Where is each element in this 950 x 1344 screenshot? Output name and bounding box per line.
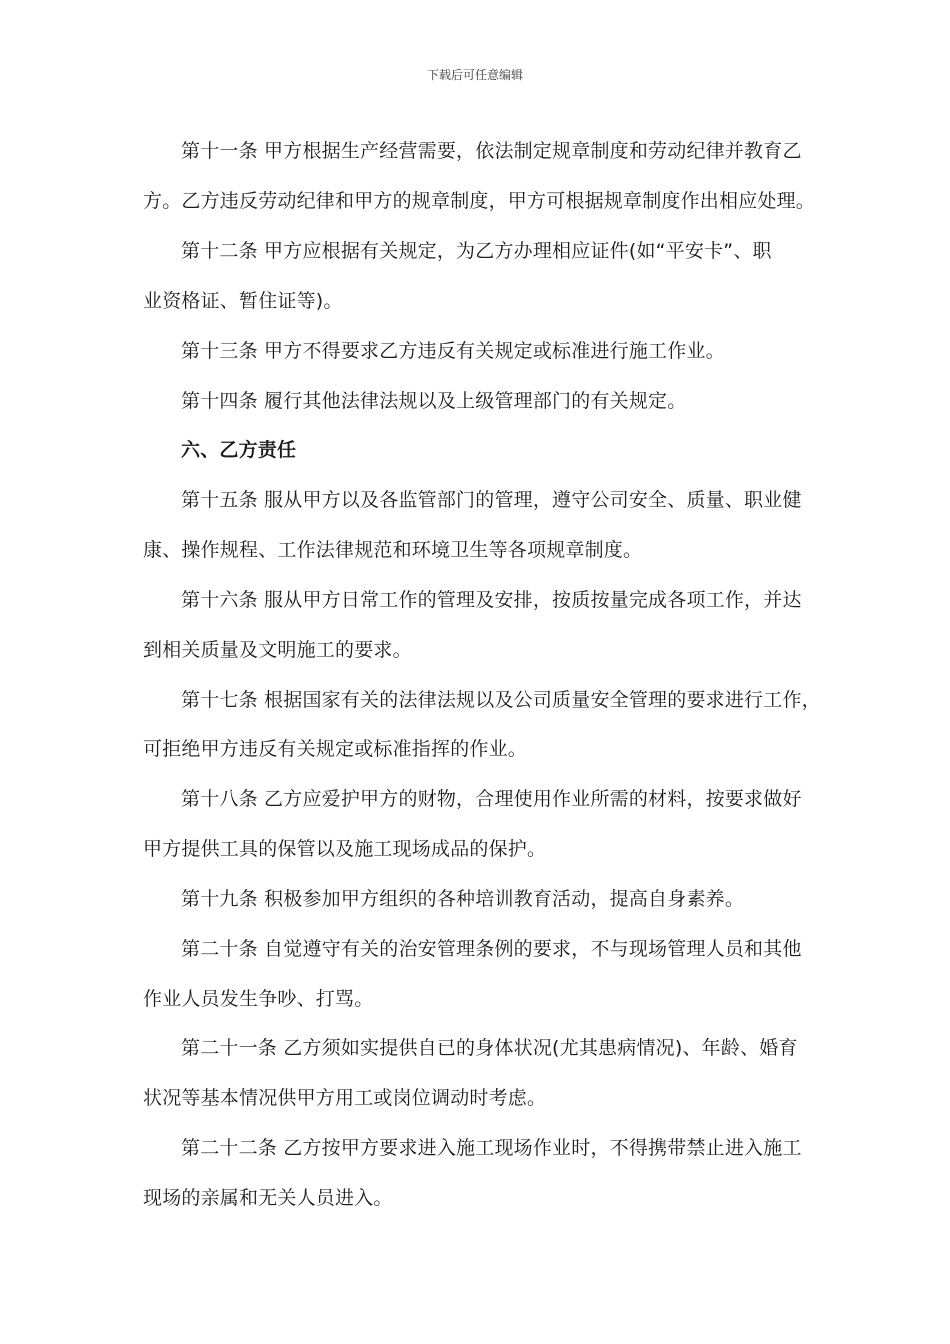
article-15-line-1: 第十五条 服从甲方以及各监管部门的管理，遵守公司安全、质量、职业健 [181, 489, 802, 511]
article-16-line-2: 到相关质量及文明施工的要求。 [143, 639, 412, 661]
article-21-line-1: 第二十一条 乙方须如实提供自已的身体状况(尤其患病情况)、年龄、婚育 [181, 1037, 798, 1059]
article-22-line-2: 现场的亲属和无关人员进入。 [143, 1187, 393, 1209]
article-12-line-2: 业资格证、暂住证等)。 [143, 290, 343, 312]
article-17-line-2: 可拒绝甲方违反有关规定或标准指挥的作业。 [143, 738, 528, 760]
article-11-line-1: 第十一条 甲方根据生产经营需要，依法制定规章制度和劳动纪律并教育乙 [181, 140, 802, 162]
article-16-line-1: 第十六条 服从甲方日常工作的管理及安排，按质按量完成各项工作，并达 [181, 589, 802, 611]
article-12-line-1: 第十二条 甲方应根据有关规定，为乙方办理相应证件(如“平安卡”、职 [181, 240, 772, 262]
article-17-line-1: 第十七条 根据国家有关的法律法规以及公司质量安全管理的要求进行工作， [181, 689, 821, 711]
article-22-line-1: 第二十二条 乙方按甲方要求进入施工现场作业时，不得携带禁止进入施工 [181, 1137, 802, 1159]
article-18-line-2: 甲方提供工具的保管以及施工现场成品的保护。 [143, 838, 547, 860]
article-20-line-1: 第二十条 自觉遵守有关的治安管理条例的要求，不与现场管理人员和其他 [181, 938, 802, 960]
article-18-line-1: 第十八条 乙方应爱护甲方的财物，合理使用作业所需的材料，按要求做好 [181, 788, 802, 810]
section-heading-party-b-duties: 六、乙方责任 [181, 439, 297, 461]
page-header: 下载后可任意编辑 [426, 68, 523, 82]
article-19: 第十九条 积极参加甲方组织的各种培训教育活动，提高自身素养。 [181, 888, 745, 910]
article-14: 第十四条 履行其他法律法规以及上级管理部门的有关规定。 [181, 390, 687, 412]
article-21-line-2: 状况等基本情况供甲方用工或岗位调动时考虑。 [143, 1087, 547, 1109]
article-15-line-2: 康、操作规程、工作法律规范和环境卫生等各项规章制度。 [143, 539, 643, 561]
article-13: 第十三条 甲方不得要求乙方违反有关规定或标准进行施工作业。 [181, 340, 725, 362]
article-11-line-2: 方。乙方违反劳动纪律和甲方的规章制度，甲方可根据规章制度作出相应处理。 [143, 190, 816, 212]
article-20-line-2: 作业人员发生争吵、打骂。 [143, 988, 374, 1010]
